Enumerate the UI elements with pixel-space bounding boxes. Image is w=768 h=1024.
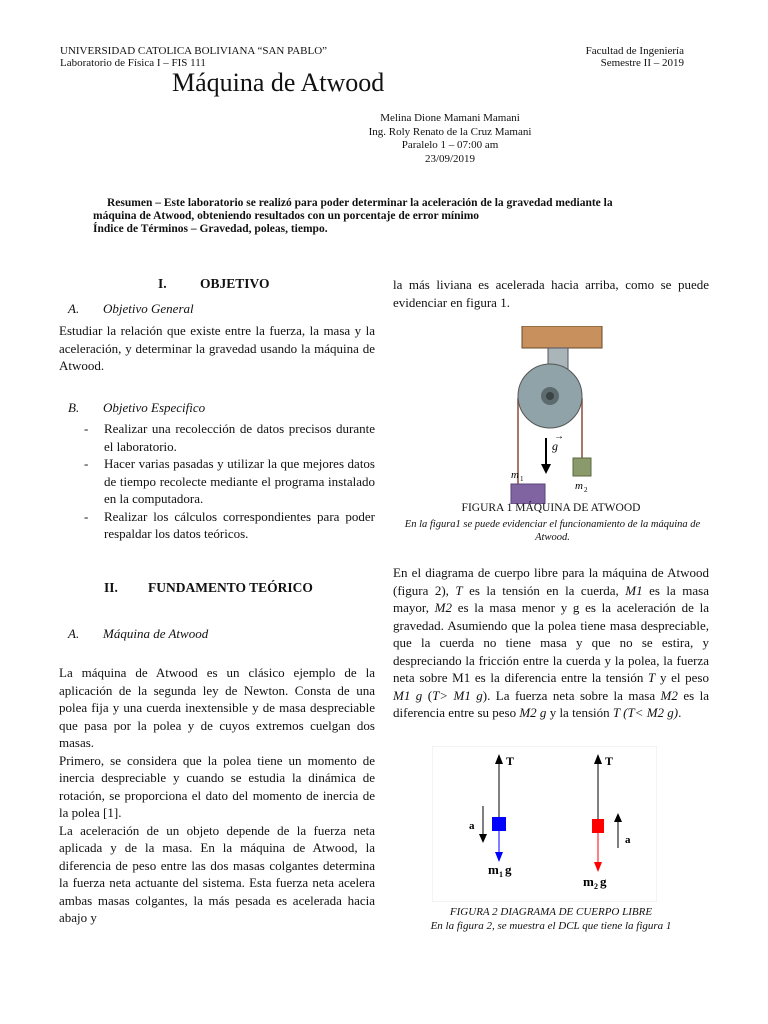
sec1-subA-text: Estudiar la relación que existe entre la fuerza, la masa y la aceleración, y determinar la gravedad usando la máquina de Atwood.: [59, 323, 375, 373]
pulley-hub: [546, 392, 554, 400]
weight-label-m1-g: g: [505, 862, 512, 877]
text-run: es la masa menor y g es la aceleración de la gravedad. Asumiendo que la polea tiene masa despreciable, que la cuerda no tiene masa y que no se estira, y despreciando la fricción entre la cuerda y la polea, la fuerza neta sobre M1 es la diferencia entre la tensión: [393, 600, 709, 685]
dcl-paragraph: [393, 564, 709, 722]
text-run: .: [678, 705, 682, 720]
text-run: es la masa mayor,: [393, 582, 709, 615]
paragraph: Primero, se considera que la polea tiene un momento de inercia despreciable y cuando se estudia la dinámica de rotación, se proporciona el dato del momento de inercia de la polea [1].: [59, 752, 375, 820]
text-run: T (T< M2 g): [612, 705, 679, 720]
free-body-diagram-figure: [432, 746, 657, 902]
weight-label-m2: m: [583, 874, 594, 889]
text-run: T> M1 g: [432, 687, 483, 703]
sec1-subB-num: B.: [68, 400, 80, 415]
text-run: y el peso: [655, 670, 709, 685]
index-terms: Índice de Términos – Gravedad, poleas, tiempo.: [93, 223, 328, 235]
sec1-subA-title: Objetivo General: [103, 301, 194, 316]
mass-m2: [573, 458, 591, 476]
mass-m2-block: [592, 819, 604, 833]
acceleration-label-m2: a: [625, 834, 631, 846]
weight-label-m1: m: [488, 862, 499, 877]
sec1-title: OBJETIVO: [200, 276, 270, 291]
m2-subscript: 2: [584, 486, 588, 494]
list-item: - Realizar una recolección de datos precisos durante el laboratorio.: [82, 420, 375, 455]
tension-label-m2: T: [605, 754, 614, 768]
sec1-subA-num: A.: [68, 301, 80, 316]
sec1-subB-title: Objetivo Especifico: [103, 400, 206, 415]
fig2-caption: FIGURA 2 DIAGRAMA DE CUERPO LIBRE: [449, 906, 653, 918]
text-run: T: [648, 670, 656, 685]
sec2-subA-title: Máquina de Atwood: [103, 626, 209, 641]
abstract-line-1: Resumen – Este laboratorio se realizó para poder determinar la aceleración de la gravedad mediante la: [107, 197, 613, 209]
paragraph: La aceleración de un objeto depende de la fuerza neta aplicada y de la masa. En la máquina de Atwood, la diferencia de peso entre las dos masas colgantes determina la fuerza neta actuante del sistema. Esta fuerza neta acelera ambas masas colgantes, la más pesada es acelerada hacia abajo y: [59, 822, 375, 925]
vector-arrow-icon: →: [554, 431, 564, 442]
sec1-num: I.: [158, 276, 167, 291]
gravity-arrowhead: [541, 464, 551, 474]
header-lab: Laboratorio de Física I – FIS 111: [60, 57, 206, 69]
fig1-description: En la figura1 se puede evidenciar el funcionamiento de la máquina de Atwood.: [404, 519, 701, 543]
authors-block: [300, 112, 600, 166]
text-run: M2 g: [519, 705, 547, 720]
weight-label-m2-g: g: [600, 874, 607, 889]
sec2-body: [59, 664, 375, 927]
text-run: M2: [434, 600, 452, 615]
text-run: En el diagrama de cuerpo libre para la máquina de Atwood (figura 2),: [393, 565, 709, 598]
text-run: M1 g: [393, 687, 423, 703]
text-run: ). La fuerza neta sobre la masa: [482, 687, 661, 703]
text-run: y la tensión: [546, 705, 613, 720]
text-run: (: [422, 687, 433, 703]
date: 23/09/2019: [424, 152, 476, 165]
sec2-title: FUNDAMENTO TEÓRICO: [148, 580, 313, 595]
list-item: - Realizar los cálculos correspondientes para poder respaldar los datos teóricos.: [82, 508, 375, 543]
mass-m1: [511, 484, 545, 504]
header-faculty: Facultad de Ingeniería: [585, 45, 684, 57]
author-name: Melina Dione Mamani Mamani: [380, 112, 520, 124]
right-continuation: la más liviana es acelerada hacia arriba, como se puede evidenciar en figura 1.: [393, 277, 709, 310]
m1-label: m: [511, 469, 519, 481]
page-title: Máquina de Atwood: [172, 68, 385, 97]
figure-frame: [432, 746, 657, 902]
gravity-label: g: [552, 439, 558, 453]
paragraph: La máquina de Atwood es un clásico ejemplo de la aplicación de la segunda ley de Newton. Consta de una polea fija y una cuerda inextensible y de masa despreciable que pasa por la polea y de cuyos extremos cuelgan dos masas.: [59, 665, 375, 750]
m1-subscript: 1: [520, 475, 524, 483]
acceleration-label-m1: a: [469, 820, 475, 832]
abstract: [93, 197, 685, 236]
text-run: M1: [625, 582, 643, 598]
header-semester: Semestre II – 2019: [600, 57, 684, 69]
text-run: es la diferencia entre su peso: [393, 687, 709, 720]
class-schedule: Paralelo 1 – 07:00 am: [401, 139, 499, 151]
fig1-caption: FIGURA 1 MÁQUINA DE ATWOOD: [461, 502, 641, 514]
atwood-machine-figure: [500, 326, 620, 504]
abstract-line-2: máquina de Atwood, obteniendo resultados con un porcentaje de error mínimo: [93, 210, 480, 222]
weight-label-m1-sub: 1: [499, 870, 503, 879]
m2-label: m: [575, 480, 583, 492]
fig2-description: En la figura 2, se muestra el DCL que tiene la figura 1: [430, 920, 672, 932]
list-item: - Hacer varias pasadas y utilizar la que mejores datos de tiempo recolecte mediante el programa instalado en la computadora.: [82, 455, 375, 508]
weight-label-m2-sub: 2: [594, 882, 598, 891]
mass-m1-block: [492, 817, 506, 831]
instructor-name: Ing. Roly Renato de la Cruz Mamani: [368, 125, 532, 138]
text-run: M2: [660, 687, 678, 703]
objectives-list: [82, 420, 375, 543]
text-run: es la tensión en la cuerda,: [462, 582, 626, 598]
sec2-num: II.: [104, 580, 118, 595]
header-university: UNIVERSIDAD CATOLICA BOLIVIANA “SAN PABLO”: [60, 45, 328, 57]
text-run: T: [455, 582, 463, 598]
sec2-subA-num: A.: [68, 626, 80, 641]
tension-label-m1: T: [506, 754, 515, 768]
ceiling-support: [522, 326, 602, 348]
